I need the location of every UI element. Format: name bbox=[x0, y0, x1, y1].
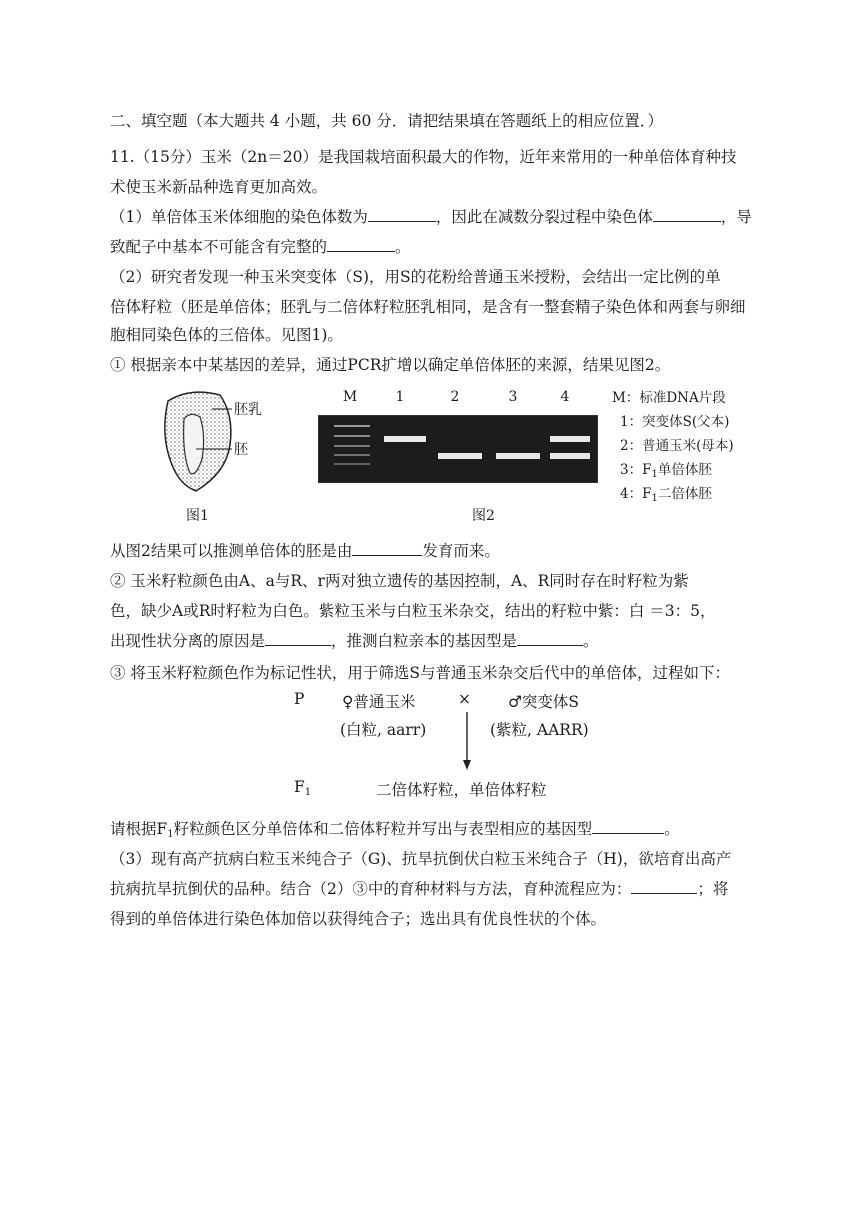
legend-lane1: 1：突变体S(父本) bbox=[620, 414, 730, 430]
q11-part2-line2: 倍体籽粒（胚是单倍体；胚乳与二倍体籽粒胚乳相同，是含有一整套精子染色体和两套与卵细 bbox=[110, 298, 746, 316]
answer-blank[interactable] bbox=[327, 237, 395, 252]
q11-part3-line3: 得到的单倍体进行染色体加倍以获得纯合子；选出具有优良性状的个体。 bbox=[110, 910, 607, 928]
figure-2 bbox=[310, 385, 600, 525]
q11-part2-line3: 胞相同染色体的三倍体。见图1)。 bbox=[110, 326, 343, 344]
lane-label-1: 1 bbox=[395, 389, 405, 405]
text-segment: ，推测白粒亲本的基因型是 bbox=[331, 632, 518, 650]
answer-blank[interactable] bbox=[265, 631, 331, 646]
text-segment: 发育而来。 bbox=[422, 542, 500, 560]
lane-label-m: M bbox=[342, 389, 358, 405]
cross-p-label: P bbox=[294, 690, 305, 708]
cross-f1-label: $F_1$ bbox=[294, 778, 312, 798]
q11-sub3: ③ 将玉米籽粒颜色作为标记性状，用于筛选S与普通玉米杂交后代中的单倍体，过程如下： bbox=[110, 664, 731, 682]
band-m-2 bbox=[334, 435, 370, 437]
text-segment: （1）单倍体玉米体细胞的染色体数为 bbox=[110, 208, 368, 226]
band-lane2-lower bbox=[438, 453, 482, 459]
lane-label-4: 4 bbox=[560, 389, 570, 405]
figure-2-legend bbox=[612, 388, 772, 508]
cross-male-phenotype: (紫粒, AARR) bbox=[490, 721, 589, 739]
text-segment: ，导 bbox=[720, 208, 752, 226]
label-endosperm: 胚乳 bbox=[234, 402, 262, 418]
q11-sub2-line3 bbox=[110, 630, 599, 652]
answer-blank[interactable] bbox=[653, 207, 721, 222]
text-segment: ，因此在减数分裂过程中染色体 bbox=[435, 208, 653, 226]
text-segment: 致配子中基本不可能含有完整的 bbox=[110, 238, 328, 256]
inference-line bbox=[110, 540, 500, 562]
cross-times: × bbox=[458, 690, 471, 708]
legend-m: M：标准DNA片段 bbox=[612, 390, 726, 406]
band-lane4-lower bbox=[550, 453, 590, 459]
legend-lane4: 4：$F_1$二倍体胚 bbox=[620, 486, 712, 504]
text-segment: 从图2结果可以推测单倍体的胚是由 bbox=[110, 542, 353, 560]
figure-1 bbox=[150, 385, 280, 525]
answer-blank[interactable] bbox=[368, 207, 436, 222]
q11-intro-line1: 11.（15分）玉米（2n＝20）是我国栽培面积最大的作物，近年来常用的一种单倍体育种技 bbox=[110, 148, 737, 166]
q11-part3-line2 bbox=[110, 878, 728, 900]
band-m-1 bbox=[334, 425, 370, 427]
answer-blank[interactable] bbox=[631, 879, 697, 894]
text-segment: 。 bbox=[395, 238, 411, 256]
q11-part1-line2 bbox=[110, 236, 411, 258]
band-m-3 bbox=[334, 445, 370, 447]
request-line: 请根据$F_1$籽粒颜色区分单倍体和二倍体籽粒并写出与表型相应的基因型 。 bbox=[110, 820, 680, 840]
electrophoresis-gel bbox=[318, 415, 598, 483]
lane-label-3: 3 bbox=[508, 389, 518, 405]
q11-sub2-line1: ② 玉米籽粒颜色由A、a与R、r两对独立遗传的基因控制，A、R同时存在时籽粒为紫 bbox=[110, 572, 689, 590]
q11-intro-line2: 术使玉米新品种选育更加高效。 bbox=[110, 178, 328, 196]
band-lane3-lower bbox=[496, 453, 540, 459]
figure-1-caption: 图1 bbox=[186, 508, 209, 524]
label-embryo: 胚 bbox=[234, 442, 248, 458]
q11-sub1: ① 根据亲本中某基因的差异，通过PCR扩增以确定单倍体胚的来源，结果见图2。 bbox=[110, 356, 671, 374]
band-m-5 bbox=[334, 463, 370, 465]
cross-f1-result: 二倍体籽粒，单倍体籽粒 bbox=[376, 781, 547, 799]
text-segment: 。 bbox=[583, 632, 599, 650]
figure-2-caption: 图2 bbox=[472, 508, 495, 524]
section-heading: 二、填空题（本大题共 4 小题，共 60 分．请把结果填在答题纸上的相应位置．） bbox=[110, 112, 664, 130]
band-m-4 bbox=[334, 454, 370, 456]
lane-label-2: 2 bbox=[450, 389, 460, 405]
down-arrow-icon bbox=[461, 712, 473, 772]
band-lane4-upper bbox=[550, 436, 590, 442]
legend-lane3: 3：$F_1$单倍体胚 bbox=[620, 462, 712, 480]
answer-blank[interactable] bbox=[592, 819, 664, 834]
q11-sub2-line2: 色，缺少A或R时籽粒为白色。紫粒玉米与白粒玉米杂交，结出的籽粒中紫：白 ＝3：5， bbox=[110, 602, 716, 620]
text-segment: 出现性状分离的原因是 bbox=[110, 632, 266, 650]
band-lane1-upper bbox=[384, 436, 426, 442]
q11-part1-line1 bbox=[110, 206, 752, 228]
cross-diagram bbox=[280, 690, 620, 810]
q11-part2-line1: （2）研究者发现一种玉米突变体（S)，用S的花粉给普通玉米授粉，会结出一定比例的单 bbox=[110, 268, 721, 286]
cross-female: ♀普通玉米 bbox=[342, 693, 416, 711]
answer-blank[interactable] bbox=[352, 541, 422, 556]
q11-part3-line1: （3）现有高产抗病白粒玉米纯合子（G)、抗旱抗倒伏白粒玉米纯合子（H)，欲培育出高产 bbox=[110, 850, 732, 868]
text-segment: 抗病抗旱抗倒伏的品种。结合（2）③中的育种材料与方法，育种流程应为： bbox=[110, 880, 632, 898]
text-segment: ；将 bbox=[697, 880, 729, 898]
legend-lane2: 2：普通玉米(母本) bbox=[620, 438, 734, 454]
cross-female-phenotype: (白粒, aarr) bbox=[340, 721, 427, 739]
cross-male: ♂突变体S bbox=[508, 693, 580, 711]
answer-blank[interactable] bbox=[517, 631, 583, 646]
